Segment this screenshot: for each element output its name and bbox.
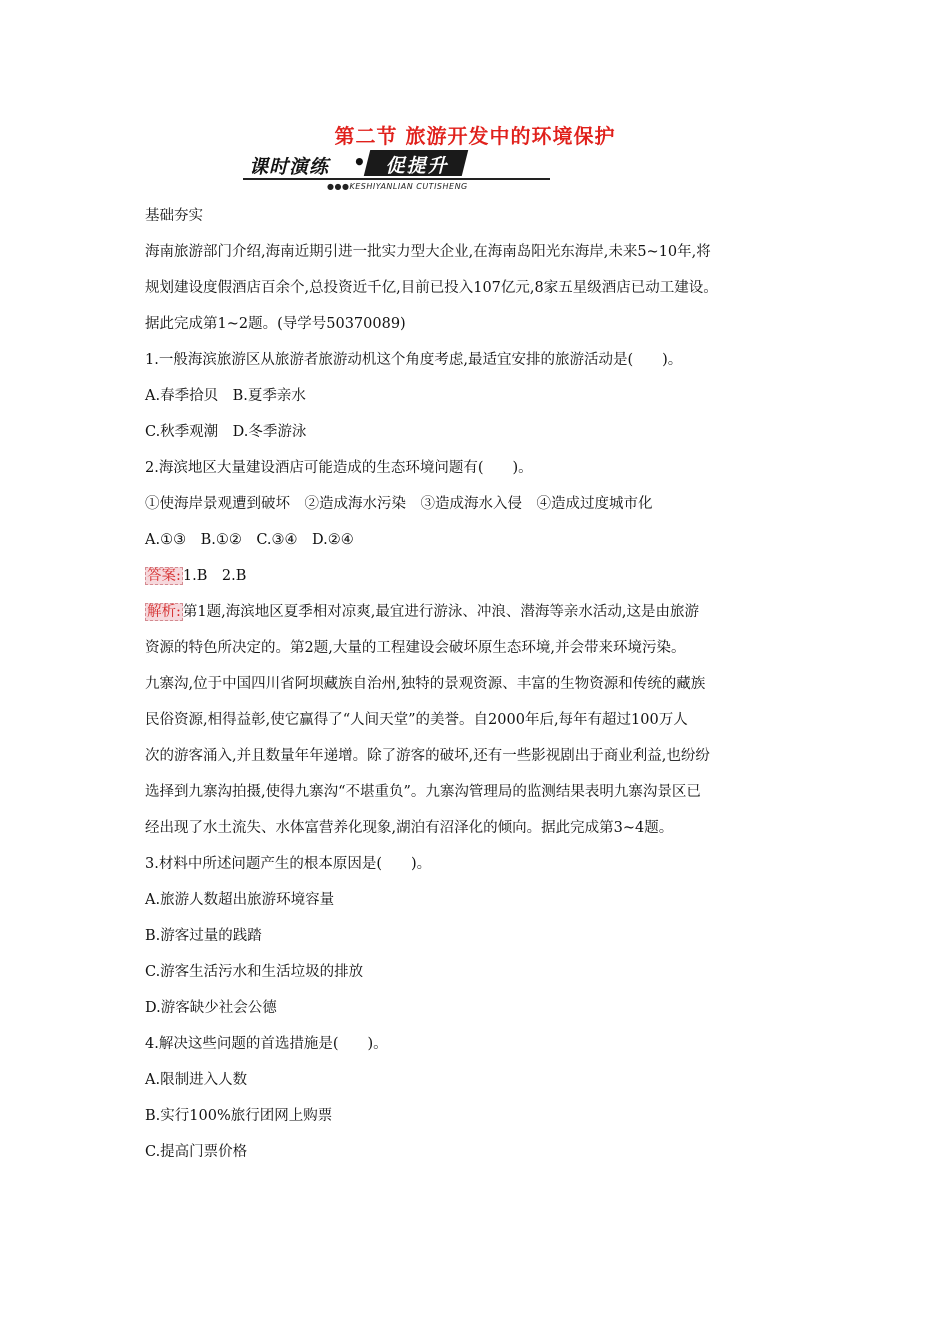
analysis-tag: 解析:: [147, 604, 181, 620]
material-text: 选择到九寨沟拍摄,使得九寨沟“不堪重负”。九寨沟管理局的监测结果表明九寨沟景区已: [145, 784, 701, 800]
question-4-option-b: B.实行100%旅行团网上购票: [145, 1108, 333, 1124]
banner-divider: [243, 178, 550, 180]
material-text: 海南旅游部门介绍,海南近期引进一批实力型大企业,在海南岛阳光东海岸,未来5~10年,将: [145, 244, 711, 260]
question-3-option-a: A.旅游人数超出旅游环境容量: [145, 892, 335, 908]
question-1-options-ab: A.春季拾贝 B.夏季亲水: [145, 388, 306, 404]
banner-dot: •: [353, 150, 366, 174]
question-2-statements: ①使海岸景观遭到破坏 ②造成海水污染 ③造成海水入侵 ④造成过度城市化: [145, 496, 653, 512]
question-2-options: A.①③ B.①② C.③④ D.②④: [145, 532, 354, 548]
material-text: 九寨沟,位于中国四川省阿坝藏族自治州,独特的景观资源、丰富的生物资源和传统的藏族: [145, 676, 706, 692]
document-body: [145, 198, 815, 1170]
question-4: 4.解决这些问题的首选措施是( )。: [145, 1036, 388, 1052]
question-3-option-c: C.游客生活污水和生活垃圾的排放: [145, 964, 364, 980]
material-text: 规划建设度假酒店百余个,总投资近千亿,目前已投入107亿元,8家五星级酒店已动工建设。: [145, 280, 718, 296]
answer-text: 1.B 2.B: [182, 568, 247, 584]
question-1-options-cd: C.秋季观潮 D.冬季游泳: [145, 424, 307, 440]
analysis-line: [145, 594, 815, 630]
question-3-option-d: D.游客缺少社会公德: [145, 1000, 277, 1016]
banner-subtitle: ●●●KESHIYANLIAN CUTISHENG: [327, 182, 468, 191]
analysis-continuation: 资源的特色所决定的。第2题,大量的工程建设会破坏原生态环境,并会带来环境污染。: [145, 640, 686, 656]
question-4-option-c: C.提高门票价格: [145, 1144, 248, 1160]
section-banner: [243, 148, 550, 194]
banner-highlight-text: 促提升: [385, 155, 449, 177]
material-instruction: 据此完成第1~2题。(导学号50370089): [145, 316, 406, 332]
page-title: 第二节 旅游开发中的环境保护: [334, 124, 616, 148]
section-heading: 基础夯实: [145, 208, 203, 224]
material-text: 民俗资源,相得益彰,使它赢得了“人间天堂”的美誉。自2000年后,每年有超过100万人: [145, 712, 688, 728]
question-4-option-a: A.限制进入人数: [145, 1072, 248, 1088]
question-2: 2.海滨地区大量建设酒店可能造成的生态环境问题有( )。: [145, 460, 533, 476]
answer-tag: 答案:: [147, 568, 181, 584]
banner-label: 课时演练: [249, 156, 330, 178]
question-1: 1.一般海滨旅游区从旅游者旅游动机这个角度考虑,最适宜安排的旅游活动是( )。: [145, 352, 683, 368]
material-text: 经出现了水土流失、水体富营养化现象,湖泊有沼泽化的倾向。据此完成第3~4题。: [145, 820, 674, 836]
analysis-text: 第1题,海滨地区夏季相对凉爽,最宜进行游泳、冲浪、潜海等亲水活动,这是由旅游: [182, 604, 699, 620]
question-3: 3.材料中所述问题产生的根本原因是( )。: [145, 856, 432, 872]
material-text: 次的游客涌入,并且数量年年递增。除了游客的破坏,还有一些影视剧出于商业利益,也纷纷: [145, 748, 710, 764]
question-3-option-b: B.游客过量的践踏: [145, 928, 262, 944]
answer-line: [145, 558, 815, 594]
